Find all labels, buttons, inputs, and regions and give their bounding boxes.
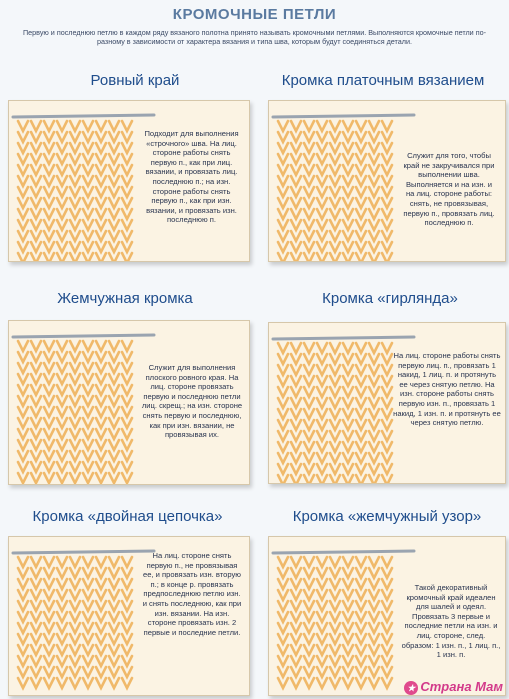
knit-stitch (369, 343, 379, 353)
knit-stitch (317, 343, 327, 353)
knit-stitch (83, 557, 93, 567)
knit-stitch (304, 121, 314, 131)
knit-stitch (304, 343, 314, 353)
knit-stitch (278, 121, 288, 131)
desc-garland-edge: На лиц. стороне работы снять первую лиц. п., провязать 1 накид, 1 лиц. п. и протянуть ее через снятую петлю. На изн. стороне работы снять первую изн. п., провязать 1 накид, 1 изн. п. и протянуть ее через снятую петлю. (393, 351, 501, 428)
knitting-needle (273, 551, 414, 553)
knit-stitch (356, 121, 366, 131)
knit-stitch (57, 121, 67, 131)
panel-double-chain-edge (8, 536, 250, 696)
knit-stitch (317, 557, 327, 567)
knitting-needle (273, 115, 414, 117)
panel-pearl-edge (8, 320, 250, 485)
knit-stitch (122, 121, 132, 131)
heading-double-chain-edge: Кромка «двойная цепочка» (32, 508, 223, 525)
knit-stitch (31, 121, 41, 131)
knit-stitch (18, 121, 28, 131)
knit-stitch (278, 343, 288, 353)
knitting-needle (13, 551, 154, 553)
desc-even-edge: Подходит для выполнения «строчного» шва. На лиц. стороне работы снять первую п., как при лиц. вязании, и провязать лиц. последнюю п.; на изн. стороне работы снять первую п., как при изн. вязании, и провязать изн. последнюю п. (144, 129, 239, 225)
knit-stitch (382, 343, 392, 353)
knit-stitch (96, 121, 106, 131)
knit-stitch (44, 121, 54, 131)
knit-stitch (70, 121, 80, 131)
knit-stitch (304, 557, 314, 567)
knit-stitch (330, 557, 340, 567)
knit-stitch (382, 121, 392, 131)
knit-stitch (330, 343, 340, 353)
knit-stitch (343, 557, 353, 567)
panel-garter-edge (268, 100, 506, 262)
desc-pearl-pattern-edge: Такой декоративный кромочный край идеален для шалей и одеял. Провязать 3 первые и последние петли на изн. и лиц. стороне, след. образом: 1 изн. п., 1 лиц. п., 1 изн. п. (401, 583, 501, 660)
knit-stitch (44, 557, 54, 567)
knit-stitch (317, 121, 327, 131)
knit-stitch (330, 121, 340, 131)
panel-even-edge (8, 100, 250, 262)
intro-text: Первую и последнюю петлю в каждом ряду вязаного полотна принято называть кромочными петлями. Выполняются кромочные петли по-разному в зависимости от характера вязания и типа шва, которым будут соединяться детали. (23, 28, 486, 46)
knitting-needle (13, 335, 154, 337)
desc-garter-edge: Служит для того, чтобы край не закручивался при выполнении шва. Выполняется и на изн. и на лиц. стороне работы: снять, не провязывая, первую п., провязать лиц. последнюю п. (403, 151, 495, 228)
knit-stitch (96, 341, 106, 351)
knitting-needle (13, 115, 154, 117)
knit-stitch (343, 121, 353, 131)
knit-stitch (57, 341, 67, 351)
heading-pearl-pattern-edge: Кромка «жемчужный узор» (292, 508, 482, 525)
knit-stitch (122, 557, 132, 567)
knit-stitch (291, 557, 301, 567)
desc-pearl-edge: Служит для выполнения плоского ровного края. На лиц. стороне провязать первую и последнюю петли лиц. скрещ.; на изн. стороне снять первую и последнюю, как при изн. вязании, не провязывая их. (141, 363, 243, 440)
heading-pearl-edge: Жемчужная кромка (57, 290, 193, 307)
knit-stitch (369, 121, 379, 131)
knit-stitch (291, 343, 301, 353)
watermark: ★ Страна Мам (404, 679, 503, 695)
star-icon: ★ (404, 681, 418, 695)
knit-stitch (369, 557, 379, 567)
knit-stitch (291, 121, 301, 131)
knit-stitch (356, 343, 366, 353)
knit-stitch (57, 557, 67, 567)
knit-stitch (44, 341, 54, 351)
knit-stitch (278, 557, 288, 567)
knit-stitch (109, 557, 119, 567)
panel-pearl-pattern-edge (268, 536, 506, 696)
knitting-needle (273, 337, 414, 339)
knit-stitch (382, 557, 392, 567)
knit-stitch (96, 557, 106, 567)
heading-even-edge: Ровный край (90, 72, 180, 89)
knit-stitch (122, 341, 132, 351)
knit-stitch (18, 557, 28, 567)
knit-stitch (31, 341, 41, 351)
knit-stitch (70, 341, 80, 351)
knit-stitch (31, 557, 41, 567)
knit-stitch (109, 341, 119, 351)
heading-garland-edge: Кромка «гирлянда» (322, 290, 458, 307)
knit-stitch (83, 121, 93, 131)
knit-stitch (356, 557, 366, 567)
desc-double-chain-edge: На лиц. стороне снять первую п., не провязывая ее, и провязать изн. вторую п.; в конце р. провязать предпоследнюю петлю изн. и снять последнюю, как при изн. вязании. На изн. стороне провязать изн. 2 первые и последние петли. (142, 551, 242, 637)
panel-garland-edge (268, 322, 506, 484)
heading-garter-edge: Кромка платочным вязанием (281, 72, 485, 89)
knit-stitch (70, 557, 80, 567)
knit-stitch (18, 341, 28, 351)
knit-stitch (109, 121, 119, 131)
page-title: КРОМОЧНЫЕ ПЕТЛИ (172, 6, 337, 23)
knit-stitch (83, 341, 93, 351)
knit-stitch (343, 343, 353, 353)
